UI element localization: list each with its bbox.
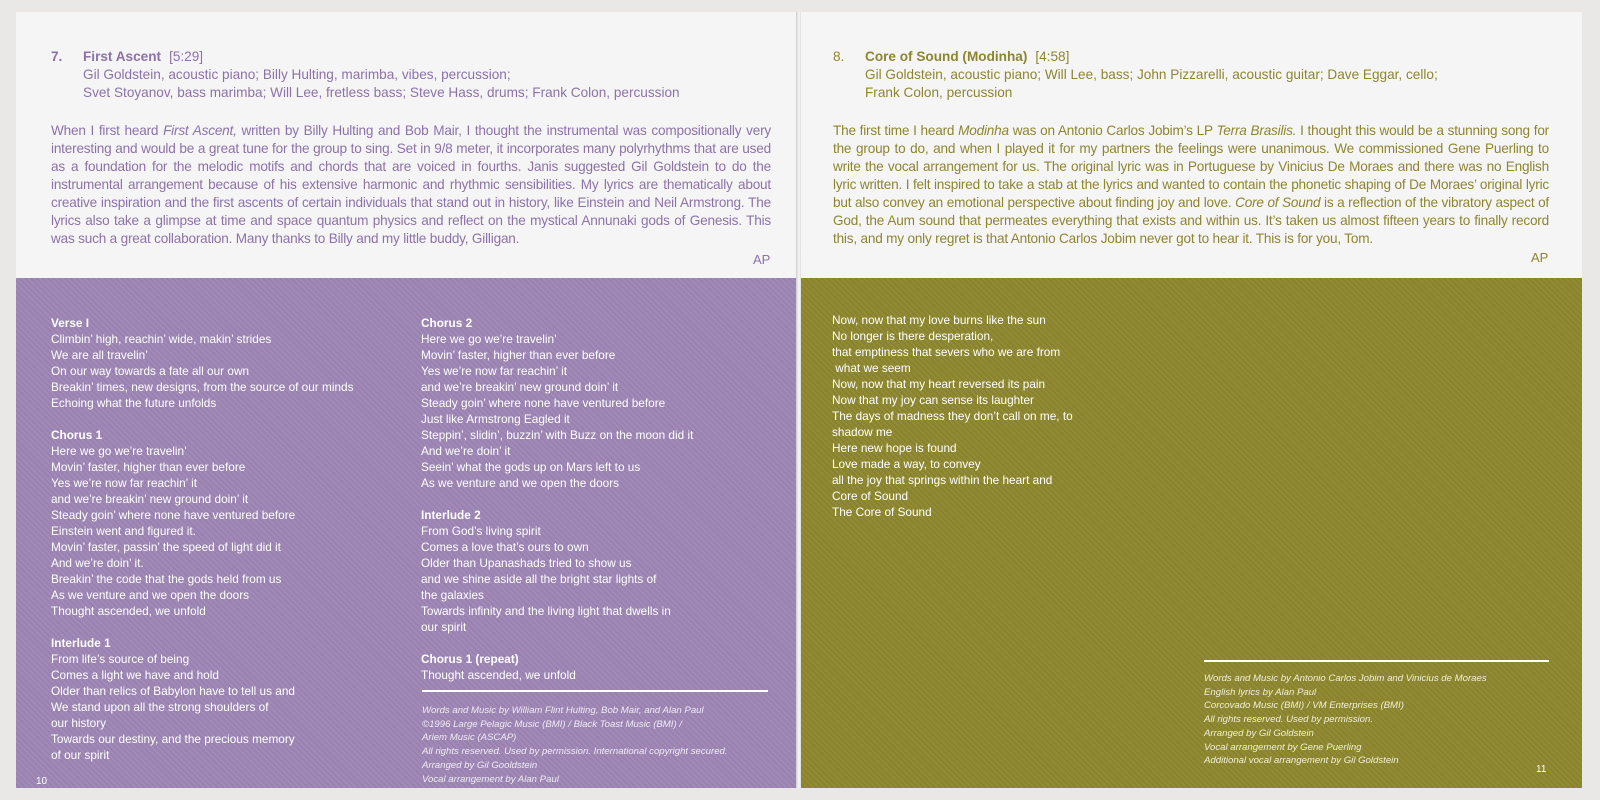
personnel-line: Frank Colon, percussion xyxy=(865,85,1013,100)
lyric-line: Movin’ faster, passin’ the speed of light did it xyxy=(51,540,281,554)
lyric-section-heading: Interlude 2 xyxy=(421,508,481,522)
lyric-line: And we’re doin’ it. xyxy=(51,556,144,570)
italic-title: Modinha xyxy=(958,123,1009,138)
lyric-line: shadow me xyxy=(832,425,893,439)
lyric-line: We are all travelin’ xyxy=(51,348,148,362)
lyric-line: From God’s living spirit xyxy=(421,524,541,538)
lyric-line: and we’re breakin’ new ground doin’ it xyxy=(51,492,249,506)
track-duration: [4:58] xyxy=(1035,49,1070,64)
lyric-line: what we seem xyxy=(832,361,911,375)
lyric-line: Older than relics of Babylon have to tell us and xyxy=(51,684,295,698)
lyric-line: Here new hope is found xyxy=(832,441,957,455)
track-8-header xyxy=(833,48,1438,102)
italic-title: First Ascent, xyxy=(163,123,237,138)
lyric-line: Movin’ faster, higher than ever before xyxy=(51,460,246,474)
lyric-line: We stand upon all the strong shoulders of xyxy=(51,700,269,714)
credit-line: All rights reserved. Used by permission. International copyright secured. xyxy=(422,746,728,758)
credit-line: Vocal arrangement by Gene Puerling xyxy=(1204,741,1362,753)
track-number: 7. xyxy=(51,49,63,64)
lyric-line: Towards our destiny, and the precious memory xyxy=(51,732,295,746)
left-page-notes-area xyxy=(16,12,800,278)
lyric-line: The Core of Sound xyxy=(832,505,932,519)
lyric-line: And we’re doin’ it xyxy=(421,444,511,458)
lyric-line: and we’re breakin’ new ground doin’ it xyxy=(421,380,619,394)
credit-line: Words and Music by William Flint Hulting, Bob Mair, and Alan Paul xyxy=(422,705,704,716)
song-credits xyxy=(1204,672,1554,768)
lyric-line: Comes a love that’s ours to own xyxy=(421,540,589,554)
lyric-line: Thought ascended, we unfold xyxy=(51,604,206,618)
lyric-line: Seein’ what the gods up on Mars left to us xyxy=(421,460,641,474)
credit-line: Arranged by Gil Goldstein xyxy=(1204,727,1314,739)
credit-line: Words and Music by Antonio Carlos Jobim and Vinicius de Moraes xyxy=(1204,673,1487,684)
personnel-line: Gil Goldstein, acoustic piano; Billy Hulting, marimba, vibes, percussion; xyxy=(83,67,511,82)
track-description: When I first heard First Ascent, written by Billy Hulting and Bob Mair, I thought the instrumental was compositionally very interesting and would be a great tune for the group to sing. Set in 9/8 meter, it incorporates many polyrhythms that are used as a foundation for the melodic motifs and chords that are voiced in fourths. Janis suggested Gil Goldstein to do the instrumental arrangement because of his extensive harmonic and rhythmic sensibilities. My lyrics are thematically about creative inspiration and the first ascents of certain individuals that stand out in history, like Einstein and Neil Armstrong. The lyrics also take a glimpse at time and space quantum physics and reflect on the mystical Annunaki gods of Genesis. This was such a great collaboration. Many thanks to Billy and my little buddy, Gilligan. xyxy=(51,123,771,246)
lyric-line: Movin’ faster, higher than ever before xyxy=(421,348,616,362)
lyric-line: Just like Armstrong Eagled it xyxy=(421,412,570,426)
track-number: 8. xyxy=(833,49,845,64)
left-lyrics-panel xyxy=(16,278,800,788)
track-description: The first time I heard Modinha was on Antonio Carlos Jobim’s LP Terra Brasilis. I thought this would be a stunning song for the group to do, and when I played it for my partners the feelings were unanimous. We commissioned Gene Puerling to write the vocal arrangement for us. The original lyric was in Portuguese by Vinicius De Moraes and there was no English lyric written. I felt inspired to take a stab at the lyrics and wanted to contain the phonetic shaping of De Moraes’ original lyric but also convey an emotional perspective about finding joy and love. Core of Sound is a reflection of the vibratory aspect of God, the Aum sound that permeates everything that exists and within us. It’s taken us almost fifteen years to finally record this, and my only regret is that Antonio Carlos Jobim never got to hear it. This is for you, Tom. xyxy=(833,123,1550,246)
credit-line: English lyrics by Alan Paul xyxy=(1204,686,1317,698)
lyric-line: Now, now that my love burns like the sun xyxy=(832,313,1046,327)
lyric-line: our spirit xyxy=(421,620,467,634)
lyric-section-heading: Chorus 2 xyxy=(421,316,473,330)
lyric-line: Yes we’re now far reachin’ it xyxy=(51,476,198,490)
lyric-line: our history xyxy=(51,716,107,730)
lyric-line: Steady goin’ where none have ventured before xyxy=(51,508,296,522)
lyric-line: Here we go we’re travelin’ xyxy=(421,332,557,346)
lyric-line: Now, now that my heart reversed its pain xyxy=(832,377,1046,391)
lyric-line: Towards infinity and the living light that dwells in xyxy=(421,604,671,618)
track-7-header xyxy=(51,48,680,102)
lyric-line: The days of madness they don’t call on me, to xyxy=(832,409,1073,423)
lyric-line: Here we go we’re travelin’ xyxy=(51,444,187,458)
track-title: First Ascent xyxy=(83,49,162,64)
personnel-line: Svet Stoyanov, bass marimba; Will Lee, fretless bass; Steve Hass, drums; Frank Colon, percussion xyxy=(83,85,680,100)
lyric-line: No longer is there desperation, xyxy=(832,329,994,343)
lyric-line: Climbin’ high, reachin’ wide, makin’ strides xyxy=(51,332,272,346)
credit-line: Ariem Music (ASCAP) xyxy=(422,732,517,744)
lyric-line: Core of Sound xyxy=(832,489,909,503)
personnel-line: Gil Goldstein, acoustic piano; Will Lee, bass; John Pizzarelli, acoustic guitar; Dave Eggar, cello; xyxy=(865,67,1438,82)
lyric-section xyxy=(421,507,771,635)
credit-line: Arranged by Gil Gooldstein xyxy=(422,759,538,771)
lyric-section xyxy=(51,315,391,411)
lyric-line: Thought ascended, we unfold xyxy=(421,668,576,682)
lyrics-column-1 xyxy=(51,315,391,779)
lyric-line: As we venture and we open the doors xyxy=(421,476,620,490)
divider-rule xyxy=(422,690,768,692)
track-duration: [5:29] xyxy=(169,49,204,64)
song-credits xyxy=(422,704,772,786)
lyric-line: Love made a way, to convey xyxy=(832,457,981,471)
lyric-line: all the joy that springs within the heart and xyxy=(832,473,1053,487)
lyric-section xyxy=(51,427,391,619)
right-page xyxy=(801,12,1582,788)
italic-title: Core of Sound xyxy=(1235,195,1321,210)
lyric-line: On our way towards a fate all our own xyxy=(51,364,250,378)
lyric-section-heading: Interlude 1 xyxy=(51,636,111,650)
lyric-line: of our spirit xyxy=(51,748,110,762)
lyric-line: Comes a light we have and hold xyxy=(51,668,219,682)
lyric-line: From life’s source of being xyxy=(51,652,190,666)
lyric-section-heading: Chorus 1 xyxy=(51,428,103,442)
lyric-section-heading: Chorus 1 (repeat) xyxy=(421,652,519,666)
lyric-section xyxy=(421,651,771,683)
right-page-notes-area xyxy=(801,12,1582,278)
lyric-line: Now that my joy can sense its laughter xyxy=(832,393,1034,407)
lyrics-column-2 xyxy=(421,315,771,699)
lyric-line: Breakin’ the code that the gods held from us xyxy=(51,572,282,586)
page-number: 11 xyxy=(1536,764,1547,775)
lyric-line: Breakin’ times, new designs, from the source of our minds xyxy=(51,380,354,394)
lyric-line: Steady goin’ where none have ventured before xyxy=(421,396,666,410)
right-lyrics-panel xyxy=(801,278,1582,788)
lyric-line: and we shine aside all the bright star lights of xyxy=(421,572,657,586)
page-number: 10 xyxy=(36,776,48,787)
divider-rule xyxy=(1204,660,1549,662)
lyric-section xyxy=(421,315,771,491)
credit-line: All rights reserved. Used by permission. xyxy=(1204,714,1374,726)
lyric-line: Yes we’re now far reachin’ it xyxy=(421,364,568,378)
credit-line: Corcovado Music (BMI) / VM Enterprises (BMI) xyxy=(1204,700,1404,712)
lyric-line: that emptiness that severs who we are from xyxy=(832,345,1061,359)
lyric-section-heading: Verse I xyxy=(51,316,90,330)
track-title: Core of Sound (Modinha) xyxy=(865,49,1028,64)
lyric-line: Einstein went and figured it. xyxy=(51,524,196,538)
author-initials: AP xyxy=(753,252,771,267)
credit-line: Vocal arrangement by Alan Paul xyxy=(422,773,559,785)
credit-line: Additional vocal arrangement by Gil Goldstein xyxy=(1204,755,1399,767)
lyrics-column xyxy=(832,312,1132,520)
lyric-line: the galaxies xyxy=(421,588,484,602)
italic-album: Terra Brasilis. xyxy=(1216,123,1297,138)
lyric-line: Echoing what the future unfolds xyxy=(51,396,217,410)
lyric-section xyxy=(51,635,391,763)
author-initials: AP xyxy=(1531,250,1549,265)
lyric-line: Older than Upanashads tried to show us xyxy=(421,556,632,570)
credit-line: ©1996 Large Pelagic Music (BMI) / Black Toast Music (BMI) / xyxy=(422,718,682,730)
left-page xyxy=(16,12,800,788)
lyric-line: Steppin’, slidin’, buzzin’ with Buzz on the moon did it xyxy=(421,428,694,442)
lyric-line: As we venture and we open the doors xyxy=(51,588,250,602)
